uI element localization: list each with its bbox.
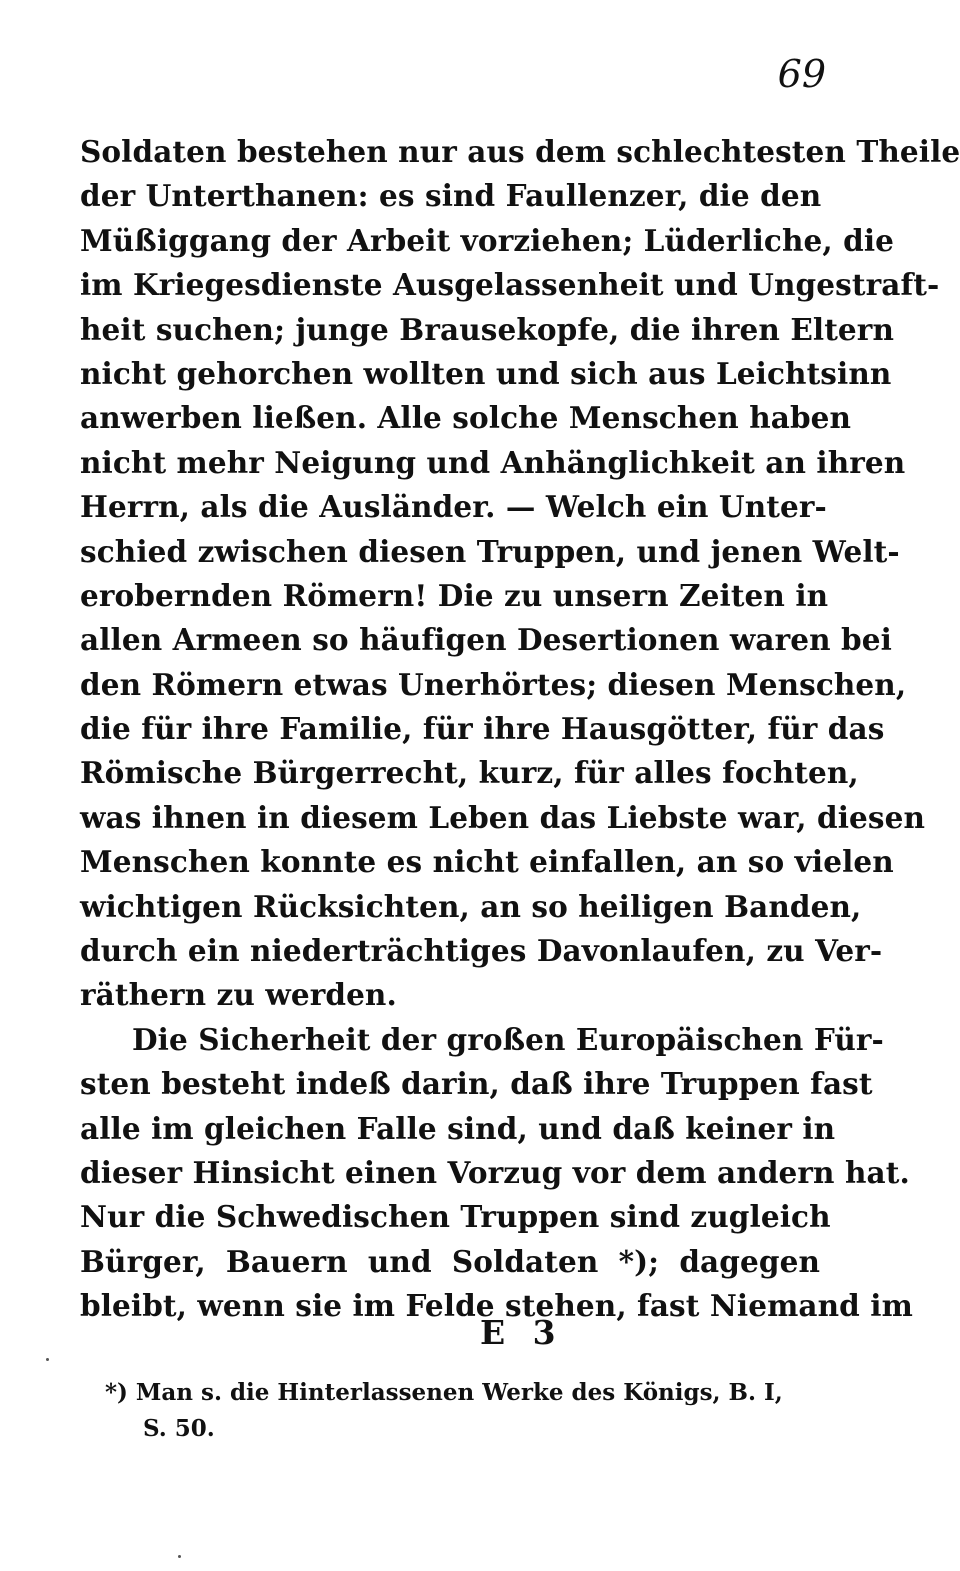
footnote-line: S. 50.: [143, 1415, 215, 1442]
paragraph-end-line: räthern zu werden.: [80, 977, 397, 1013]
text-line: den Römern etwas Unerhörtes; diesen Menschen,: [80, 666, 907, 702]
paper-speck: [46, 1358, 49, 1361]
text-line: die für ihre Familie, für ihre Hausgötter, für das: [80, 711, 885, 747]
paragraph-start-line: Die Sicherheit der großen Europäischen Für-: [132, 1021, 884, 1057]
text-line: Nur die Schwedischen Truppen sind zugleich: [80, 1199, 831, 1235]
signature-mark: E 3: [480, 1313, 564, 1352]
text-line: der Unterthanen: es sind Faullenzer, die den: [80, 178, 822, 214]
text-line: dieser Hinsicht einen Vorzug vor dem andern hat.: [80, 1154, 910, 1190]
text-line: Römische Bürgerrecht, kurz, für alles fochten,: [80, 755, 859, 791]
page-number: 69: [777, 52, 826, 96]
text-line: wichtigen Rücksichten, an so heiligen Banden,: [80, 888, 862, 924]
text-line: alle im gleichen Falle sind, und daß keiner in: [80, 1110, 836, 1146]
text-line: Herrn, als die Ausländer. — Welch ein Unter-: [80, 489, 827, 525]
text-line: sten besteht indeß darin, daß ihre Truppen fast: [80, 1066, 873, 1102]
body-text: [80, 130, 960, 1329]
text-line: nicht mehr Neigung und Anhänglichkeit an ihren: [80, 444, 906, 480]
text-line: bleibt, wenn sie im Felde stehen, fast Niemand im: [80, 1288, 913, 1324]
text-line: schied zwischen diesen Truppen, und jenen Welt-: [80, 533, 900, 569]
text-line: allen Armeen so häufigen Desertionen waren bei: [80, 622, 892, 658]
footnote: [105, 1375, 830, 1447]
text-line: Bürger, Bauern und Soldaten *); dagegen: [80, 1243, 820, 1279]
text-line: durch ein niederträchtiges Davonlaufen, zu Ver-: [80, 933, 883, 969]
text-line: Menschen konnte es nicht einfallen, an so vielen: [80, 844, 894, 880]
text-line: Soldaten bestehen nur aus dem schlechtesten Theile: [80, 134, 960, 169]
paper-speck: [178, 1555, 181, 1558]
text-line: was ihnen in diesem Leben das Liebste war, diesen: [80, 799, 926, 835]
footnote-line: *) Man s. die Hinterlassenen Werke des Königs, B. I,: [105, 1379, 783, 1406]
text-line: anwerben ließen. Alle solche Menschen haben: [80, 400, 852, 436]
text-line: erobernden Römern! Die zu unsern Zeiten in: [80, 577, 829, 613]
text-line: Müßiggang der Arbeit vorziehen; Lüderliche, die: [80, 222, 895, 258]
text-line: nicht gehorchen wollten und sich aus Leichtsinn: [80, 355, 892, 391]
text-line: im Kriegesdienste Ausgelassenheit und Ungestraft-: [80, 267, 940, 303]
text-line: heit suchen; junge Brausekopfe, die ihren Eltern: [80, 311, 894, 347]
